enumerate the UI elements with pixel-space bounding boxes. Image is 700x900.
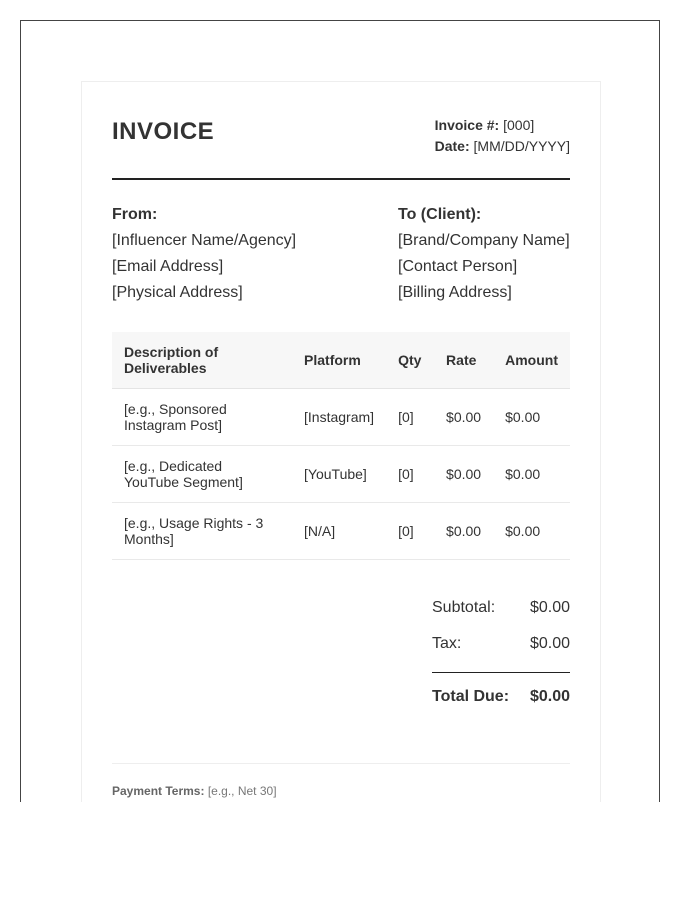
cell-qty: [0] <box>386 446 434 503</box>
table-row <box>112 503 570 560</box>
from-heading: From: <box>112 206 158 223</box>
invoice-date-value: [MM/DD/YYYY] <box>473 138 570 154</box>
invoice-date-line <box>435 136 570 157</box>
cell-platform: [Instagram] <box>292 389 386 446</box>
payment-terms-label: Payment Terms: <box>112 784 205 798</box>
cell-qty: [0] <box>386 389 434 446</box>
tax-value: $0.00 <box>529 635 570 652</box>
payment-terms <box>112 784 277 798</box>
to-contact: [Contact Person] <box>398 258 518 275</box>
invoice-number-label: Invoice #: <box>434 117 500 133</box>
cell-amount: $0.00 <box>493 503 570 560</box>
to-company: [Brand/Company Name] <box>398 232 570 249</box>
invoice-number-line <box>435 115 570 136</box>
from-name: [Influencer Name/Agency] <box>112 232 297 249</box>
cell-description: [e.g., Usage Rights - 3 Months] <box>112 503 292 560</box>
subtotal-value: $0.00 <box>529 599 570 616</box>
header-description: Description of Deliverables <box>112 332 292 389</box>
line-items-table <box>112 332 570 560</box>
payment-terms-value: [e.g., Net 30] <box>207 784 277 798</box>
from-email: [Email Address] <box>112 258 224 275</box>
invoice-meta <box>435 115 570 157</box>
from-block <box>112 202 296 306</box>
subtotal-label: Subtotal: <box>432 599 496 616</box>
invoice-title: INVOICE <box>112 118 215 145</box>
to-heading: To (Client): <box>398 206 482 223</box>
cell-description: [e.g., Sponsored Instagram Post] <box>112 389 292 446</box>
from-address: [Physical Address] <box>112 284 243 301</box>
total-due-row <box>432 679 570 715</box>
header-platform: Platform <box>292 332 386 389</box>
document-frame <box>20 20 660 802</box>
cell-rate: $0.00 <box>434 503 493 560</box>
cell-platform: [YouTube] <box>292 446 386 503</box>
cell-rate: $0.00 <box>434 446 493 503</box>
total-due-label: Total Due: <box>432 688 510 705</box>
footer-divider <box>112 763 570 764</box>
cell-amount: $0.00 <box>493 446 570 503</box>
cell-rate: $0.00 <box>434 389 493 446</box>
cell-amount: $0.00 <box>493 389 570 446</box>
to-address: [Billing Address] <box>398 284 512 301</box>
invoice-sheet <box>81 81 601 802</box>
totals-block <box>432 590 570 715</box>
tax-row <box>432 626 570 662</box>
cell-qty: [0] <box>386 503 434 560</box>
header-amount: Amount <box>493 332 570 389</box>
table-row <box>112 389 570 446</box>
header-rate: Rate <box>434 332 493 389</box>
invoice-date-label: Date: <box>434 138 470 154</box>
header-divider <box>112 178 570 180</box>
header-qty: Qty <box>386 332 434 389</box>
table-row <box>112 446 570 503</box>
totals-divider <box>432 672 570 673</box>
tax-label: Tax: <box>432 635 462 652</box>
to-block <box>398 202 570 306</box>
total-due-value: $0.00 <box>529 688 570 705</box>
table-header-row <box>112 332 570 389</box>
subtotal-row <box>432 590 570 626</box>
cell-description: [e.g., Dedicated YouTube Segment] <box>112 446 292 503</box>
cell-platform: [N/A] <box>292 503 386 560</box>
invoice-number-value: [000] <box>503 117 535 133</box>
